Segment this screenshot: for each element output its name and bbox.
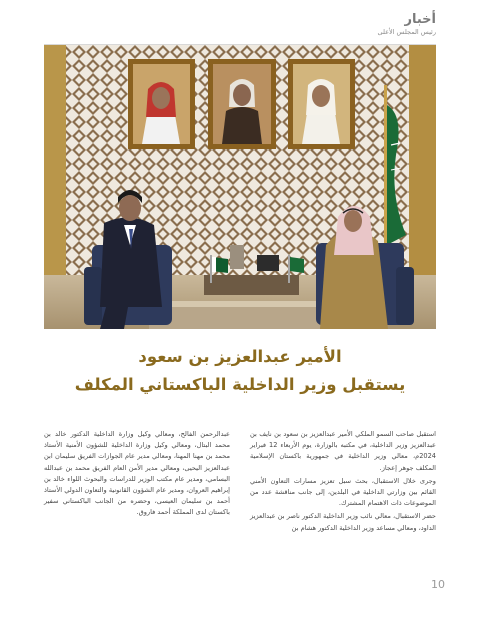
article-body: [44, 429, 436, 549]
headline-line-2: يستقبل وزير الداخلية الباكستاني المكلف: [74, 375, 406, 394]
body-paragraph: استقبل صاحب السمو الملكي الأمير عبدالعزيز بن سعود بن نايف بن عبدالعزيز وزير الداخلية، في مكتبه بالوزارة، يوم الأربعاء 12 فبراير 2024م، معالي وزير الداخلية في جمهورية باكستان الإسلامية المكلف جوهر إعجاز.: [250, 430, 436, 472]
portrait-frame: [288, 59, 355, 149]
headline-line-1: الأمير عبدالعزيز بن سعود: [138, 347, 342, 366]
section-header: [378, 12, 436, 37]
portrait-frame: [128, 59, 195, 149]
article-photo: [44, 45, 436, 329]
body-paragraph: حضر الاستقبال، معالي نائب وزير الداخلية الدكتور ناصر بن عبدالعزيز الداود، ومعالي مساعد وزير الداخلية الدكتور هشام بن: [250, 512, 436, 532]
page-number: 10: [431, 578, 445, 591]
portrait-frame: [208, 59, 276, 149]
article-headline: [44, 345, 436, 398]
section-title: أخبار: [404, 12, 436, 27]
section-subtitle: رئيس المجلس الأعلى: [377, 28, 436, 36]
body-column-right: [250, 429, 436, 536]
body-paragraph: وجرى خلال الاستقبال، بحث سبل تعزيز مسارات التعاون الأمني القائم بين وزارتي الداخلية في البلدين، إلى جانب مناقشة عدد من الموضوعات ذات الاهتمام المشترك.: [250, 476, 436, 508]
body-column-left: [44, 429, 230, 521]
body-paragraph: عبدالرحمن الفالح، ومعالي وكيل وزارة الداخلية الدكتور خالد بن محمد البتال، ومعالي وكيل وزارة الداخلية للشؤون الأمنية الأستاذ محمد بن مهنا المهنا، ومعالي مدير عام الجوازات الفريق سليمان ابن عبدالعزيز اليحيى، ومعالي مدير الأمن العام الفريق محمد بن عبدالله البسامي، ومدير عام مكتب الوزير للدراسات والبحوث اللواء خالد بن إبراهيم العروان، ومدير عام الشؤون القانونية والتعاون الدولي الأستاذ أحمد بن سليمان العيسى، وحضره من الجانب الباكستاني سفير باكستان لدى المملكة أحمد فاروق.: [44, 430, 230, 517]
